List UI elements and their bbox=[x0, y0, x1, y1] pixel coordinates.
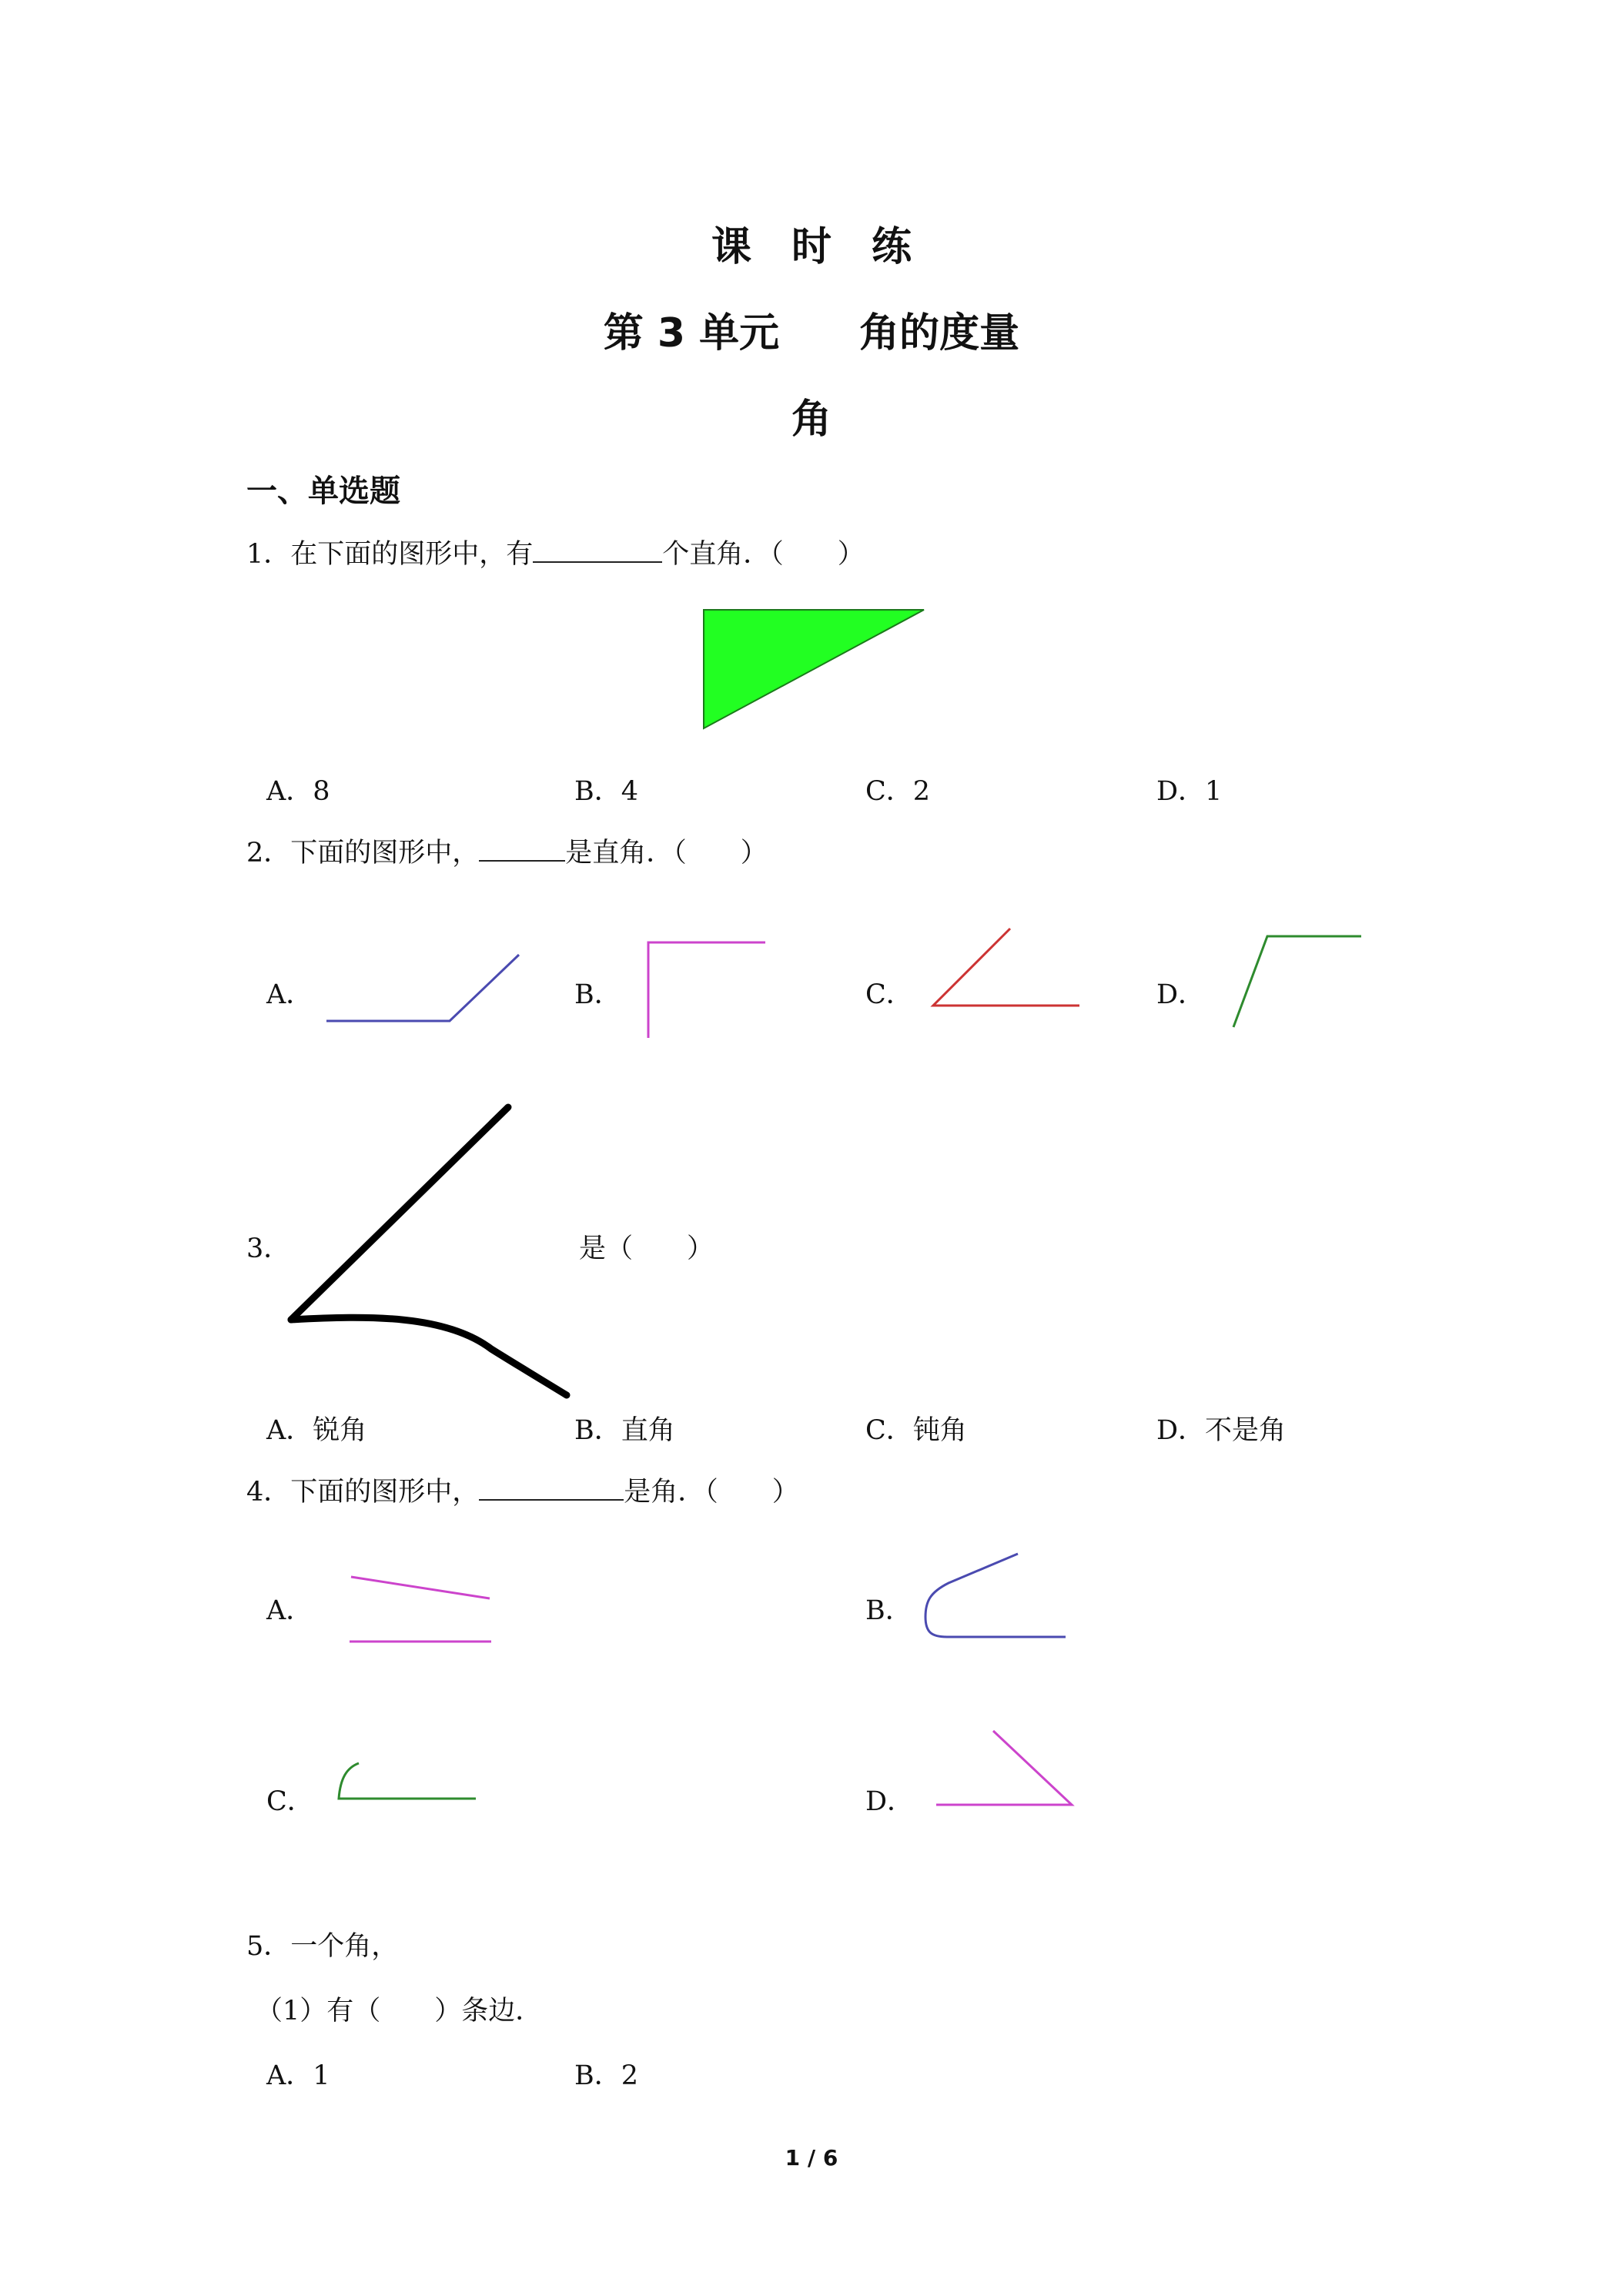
question-2-number: 2． bbox=[246, 838, 291, 869]
right-angle-magenta bbox=[648, 942, 765, 1038]
green-triangle bbox=[704, 610, 924, 728]
q2-figure-a bbox=[323, 947, 524, 1039]
q2-option-c: C． bbox=[865, 979, 913, 1010]
q4-option-a: A． bbox=[266, 1595, 313, 1626]
q4-figure-d bbox=[929, 1725, 1083, 1817]
rounded-vertex-blue bbox=[925, 1554, 1066, 1637]
question-4 bbox=[246, 1471, 799, 1509]
rounded-vertex-green bbox=[339, 1763, 476, 1799]
q2-figure-b bbox=[644, 939, 775, 1055]
question-3-text: 是（ ） bbox=[579, 1233, 714, 1264]
q2-figure-c bbox=[929, 924, 1083, 1016]
q5-option-a: A．1 bbox=[266, 2060, 330, 2091]
question-2-blank bbox=[479, 837, 565, 862]
section-heading: 一、单选题 bbox=[246, 474, 400, 509]
q4-option-b: B． bbox=[865, 1595, 912, 1626]
question-3-number: 3． bbox=[246, 1233, 291, 1264]
curved-ray bbox=[291, 1317, 567, 1395]
straight-ray bbox=[291, 1107, 508, 1320]
page-title: 课 时 练 bbox=[711, 224, 912, 270]
acute-angle-red bbox=[933, 929, 1079, 1006]
q4-option-c: C． bbox=[266, 1786, 314, 1817]
q5-option-b: B．2 bbox=[574, 2060, 638, 2091]
question-1-text-after: 个直角．（ ） bbox=[662, 539, 865, 570]
question-1-blank bbox=[533, 538, 662, 563]
question-1-text-before: 在下面的图形中，有 bbox=[290, 539, 534, 570]
question-4-number: 4． bbox=[246, 1477, 291, 1508]
unit-title: 第 3 单元 角的度量 bbox=[603, 310, 1020, 356]
question-1-triangle-figure bbox=[693, 601, 939, 739]
question-4-text-after: 是角．（ ） bbox=[624, 1477, 799, 1508]
question-2-text-before: 下面的图形中， bbox=[290, 838, 480, 869]
q4-figure-a bbox=[345, 1568, 499, 1652]
question-5-number: 5． bbox=[246, 1931, 291, 1962]
question-4-blank bbox=[479, 1476, 624, 1501]
q3-option-d: D．不是角 bbox=[1156, 1415, 1287, 1446]
q2-option-d: D． bbox=[1156, 979, 1206, 1010]
question-5 bbox=[246, 1925, 398, 1963]
q4-figure-b bbox=[916, 1548, 1070, 1648]
question-2 bbox=[246, 832, 768, 870]
q1-option-a: A．8 bbox=[266, 776, 330, 807]
page-number: 1 / 6 bbox=[785, 2145, 838, 2170]
q4-figure-c bbox=[330, 1752, 484, 1814]
question-1-number: 1． bbox=[246, 539, 291, 570]
q2-option-a: A． bbox=[266, 979, 313, 1010]
q3-option-b: B．直角 bbox=[574, 1415, 675, 1446]
question-2-text-after: 是直角．（ ） bbox=[565, 838, 768, 869]
separate-line-upper bbox=[351, 1577, 490, 1598]
q2-figure-d bbox=[1229, 932, 1367, 1032]
q3-option-a: A．锐角 bbox=[266, 1415, 367, 1446]
obtuse-angle-green bbox=[1233, 936, 1361, 1027]
obtuse-angle-blue bbox=[326, 955, 519, 1021]
q3-option-c: C．钝角 bbox=[865, 1415, 967, 1446]
lesson-title: 角 bbox=[791, 397, 832, 443]
question-4-text-before: 下面的图形中， bbox=[290, 1477, 480, 1508]
q1-option-c: C．2 bbox=[865, 776, 931, 807]
q2-option-b: B． bbox=[574, 979, 621, 1010]
q1-option-b: B．4 bbox=[574, 776, 638, 807]
q1-option-d: D．1 bbox=[1156, 776, 1223, 807]
angle-magenta bbox=[936, 1731, 1072, 1805]
q4-option-d: D． bbox=[865, 1786, 915, 1817]
question-5-sub-1: （1）有（ ）条边． bbox=[256, 1996, 543, 2027]
question-3-figure bbox=[277, 1093, 585, 1401]
question-1 bbox=[246, 533, 865, 571]
question-5-text: 一个角， bbox=[290, 1931, 399, 1962]
